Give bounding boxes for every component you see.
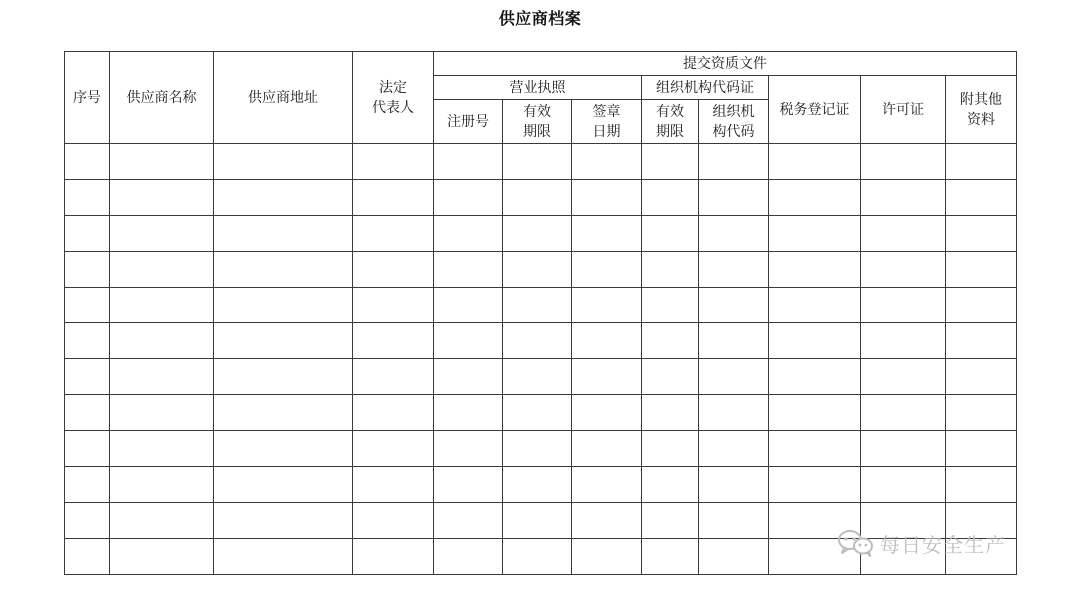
table-body	[65, 144, 1017, 575]
table-cell	[434, 467, 503, 503]
table-cell	[110, 323, 214, 359]
table-cell	[110, 395, 214, 431]
table-cell	[110, 144, 214, 180]
table-cell	[503, 144, 572, 180]
table-cell	[214, 144, 353, 180]
table-cell	[353, 395, 434, 431]
table-cell	[946, 359, 1017, 395]
table-cell	[353, 179, 434, 215]
table-cell	[503, 251, 572, 287]
table-cell	[861, 144, 946, 180]
table-cell	[353, 502, 434, 538]
table-cell	[353, 538, 434, 574]
table-row	[65, 431, 1017, 467]
table-cell	[946, 215, 1017, 251]
table-cell	[434, 215, 503, 251]
table-cell	[861, 359, 946, 395]
col-header-permit: 许可证	[861, 76, 946, 144]
table-cell	[699, 287, 769, 323]
table-cell	[214, 395, 353, 431]
table-cell	[769, 144, 861, 180]
table-cell	[861, 431, 946, 467]
table-cell	[65, 323, 110, 359]
table-cell	[434, 323, 503, 359]
table-cell	[353, 431, 434, 467]
col-header-oc-validity: 有效 期限	[642, 100, 699, 144]
table-cell	[503, 467, 572, 503]
table-cell	[642, 359, 699, 395]
table-cell	[699, 467, 769, 503]
document-title: 供应商档案	[498, 9, 582, 28]
table-row	[65, 323, 1017, 359]
table-cell	[572, 359, 642, 395]
table-cell	[434, 287, 503, 323]
wechat-icon	[836, 528, 876, 558]
table-cell	[353, 323, 434, 359]
table-cell	[572, 502, 642, 538]
table-cell	[214, 251, 353, 287]
table-cell	[65, 144, 110, 180]
table-cell	[861, 215, 946, 251]
table-cell	[65, 502, 110, 538]
table-row	[65, 179, 1017, 215]
table-cell	[214, 538, 353, 574]
col-header-bl-validity: 有效 期限	[503, 100, 572, 144]
table-cell	[642, 431, 699, 467]
table-cell	[214, 287, 353, 323]
table-cell	[65, 467, 110, 503]
table-cell	[642, 144, 699, 180]
table-cell	[434, 395, 503, 431]
table-cell	[572, 179, 642, 215]
table-cell	[65, 215, 110, 251]
table-cell	[699, 538, 769, 574]
table-cell	[65, 395, 110, 431]
table-cell	[214, 502, 353, 538]
table-cell	[572, 323, 642, 359]
table-cell	[699, 251, 769, 287]
table-cell	[642, 287, 699, 323]
table-row	[65, 467, 1017, 503]
table-cell	[769, 179, 861, 215]
table-cell	[503, 395, 572, 431]
col-header-serial: 序号	[65, 52, 110, 144]
table-cell	[572, 215, 642, 251]
table-cell	[769, 431, 861, 467]
col-header-other-docs: 附其他 资料	[946, 76, 1017, 144]
table-cell	[503, 287, 572, 323]
col-header-supplier-address: 供应商地址	[214, 52, 353, 144]
table-cell	[642, 538, 699, 574]
table-cell	[110, 215, 214, 251]
table-cell	[642, 467, 699, 503]
table-cell	[572, 538, 642, 574]
table-cell	[946, 251, 1017, 287]
table-cell	[861, 395, 946, 431]
table-cell	[110, 287, 214, 323]
table-cell	[65, 359, 110, 395]
table-cell	[946, 431, 1017, 467]
col-header-oc-code: 组织机 构代码	[699, 100, 769, 144]
col-header-legal-rep: 法定 代表人	[353, 52, 434, 144]
table-cell	[434, 359, 503, 395]
table-cell	[946, 395, 1017, 431]
table-cell	[769, 395, 861, 431]
table-cell	[214, 431, 353, 467]
col-header-business-license: 营业执照	[434, 76, 642, 100]
table-cell	[642, 251, 699, 287]
table-cell	[503, 323, 572, 359]
table-cell	[861, 251, 946, 287]
table-cell	[353, 215, 434, 251]
table-cell	[769, 359, 861, 395]
table-cell	[572, 431, 642, 467]
table-cell	[65, 431, 110, 467]
table-cell	[699, 215, 769, 251]
table-row	[65, 395, 1017, 431]
table-cell	[214, 179, 353, 215]
watermark-text: 每日安全生产	[880, 532, 1006, 557]
table-cell	[65, 538, 110, 574]
table-cell	[946, 179, 1017, 215]
table-cell	[769, 251, 861, 287]
table-cell	[434, 251, 503, 287]
table-cell	[110, 431, 214, 467]
col-header-qualification-group: 提交资质文件	[434, 52, 1017, 76]
table-cell	[110, 179, 214, 215]
table-cell	[110, 359, 214, 395]
table-cell	[65, 287, 110, 323]
table-cell	[65, 251, 110, 287]
table-cell	[65, 179, 110, 215]
table-cell	[353, 359, 434, 395]
table-cell	[110, 467, 214, 503]
table-row	[65, 251, 1017, 287]
table-cell	[434, 179, 503, 215]
table-cell	[110, 538, 214, 574]
table-cell	[353, 144, 434, 180]
table-cell	[503, 431, 572, 467]
supplier-archive-table	[64, 51, 1017, 575]
table-cell	[861, 467, 946, 503]
col-header-org-code-cert: 组织机构代码证	[642, 76, 769, 100]
table-cell	[946, 467, 1017, 503]
table-cell	[769, 323, 861, 359]
table-cell	[769, 467, 861, 503]
table-cell	[699, 502, 769, 538]
table-cell	[572, 395, 642, 431]
table-cell	[769, 287, 861, 323]
table-cell	[214, 215, 353, 251]
table-cell	[434, 538, 503, 574]
table-cell	[699, 395, 769, 431]
table-cell	[699, 431, 769, 467]
table-cell	[699, 359, 769, 395]
table-cell	[572, 287, 642, 323]
table-cell	[214, 359, 353, 395]
table-cell	[861, 287, 946, 323]
table-cell	[642, 395, 699, 431]
table-cell	[434, 144, 503, 180]
table-cell	[503, 215, 572, 251]
table-cell	[353, 251, 434, 287]
table-cell	[946, 144, 1017, 180]
table-cell	[214, 467, 353, 503]
table-cell	[214, 323, 353, 359]
table-cell	[503, 359, 572, 395]
watermark	[836, 526, 1006, 560]
table-cell	[503, 538, 572, 574]
table-cell	[110, 502, 214, 538]
col-header-tax-registration: 税务登记证	[769, 76, 861, 144]
table-cell	[946, 323, 1017, 359]
table-row	[65, 287, 1017, 323]
table-cell	[861, 179, 946, 215]
col-header-supplier-name: 供应商名称	[110, 52, 214, 144]
table-cell	[353, 467, 434, 503]
table-cell	[642, 502, 699, 538]
table-cell	[642, 215, 699, 251]
table-cell	[946, 287, 1017, 323]
table-cell	[434, 431, 503, 467]
table-cell	[642, 179, 699, 215]
table-cell	[503, 179, 572, 215]
table-cell	[861, 323, 946, 359]
table-cell	[572, 467, 642, 503]
table-row	[65, 215, 1017, 251]
table-cell	[769, 215, 861, 251]
table-cell	[110, 251, 214, 287]
table-cell	[572, 144, 642, 180]
table-cell	[642, 323, 699, 359]
table-cell	[699, 144, 769, 180]
col-header-reg-no: 注册号	[434, 100, 503, 144]
table-cell	[353, 287, 434, 323]
table-cell	[503, 502, 572, 538]
table-cell	[699, 323, 769, 359]
table-cell	[572, 251, 642, 287]
col-header-bl-sign-date: 签章 日期	[572, 100, 642, 144]
table-cell	[699, 179, 769, 215]
table-row	[65, 359, 1017, 395]
table-cell	[434, 502, 503, 538]
table-row	[65, 144, 1017, 180]
